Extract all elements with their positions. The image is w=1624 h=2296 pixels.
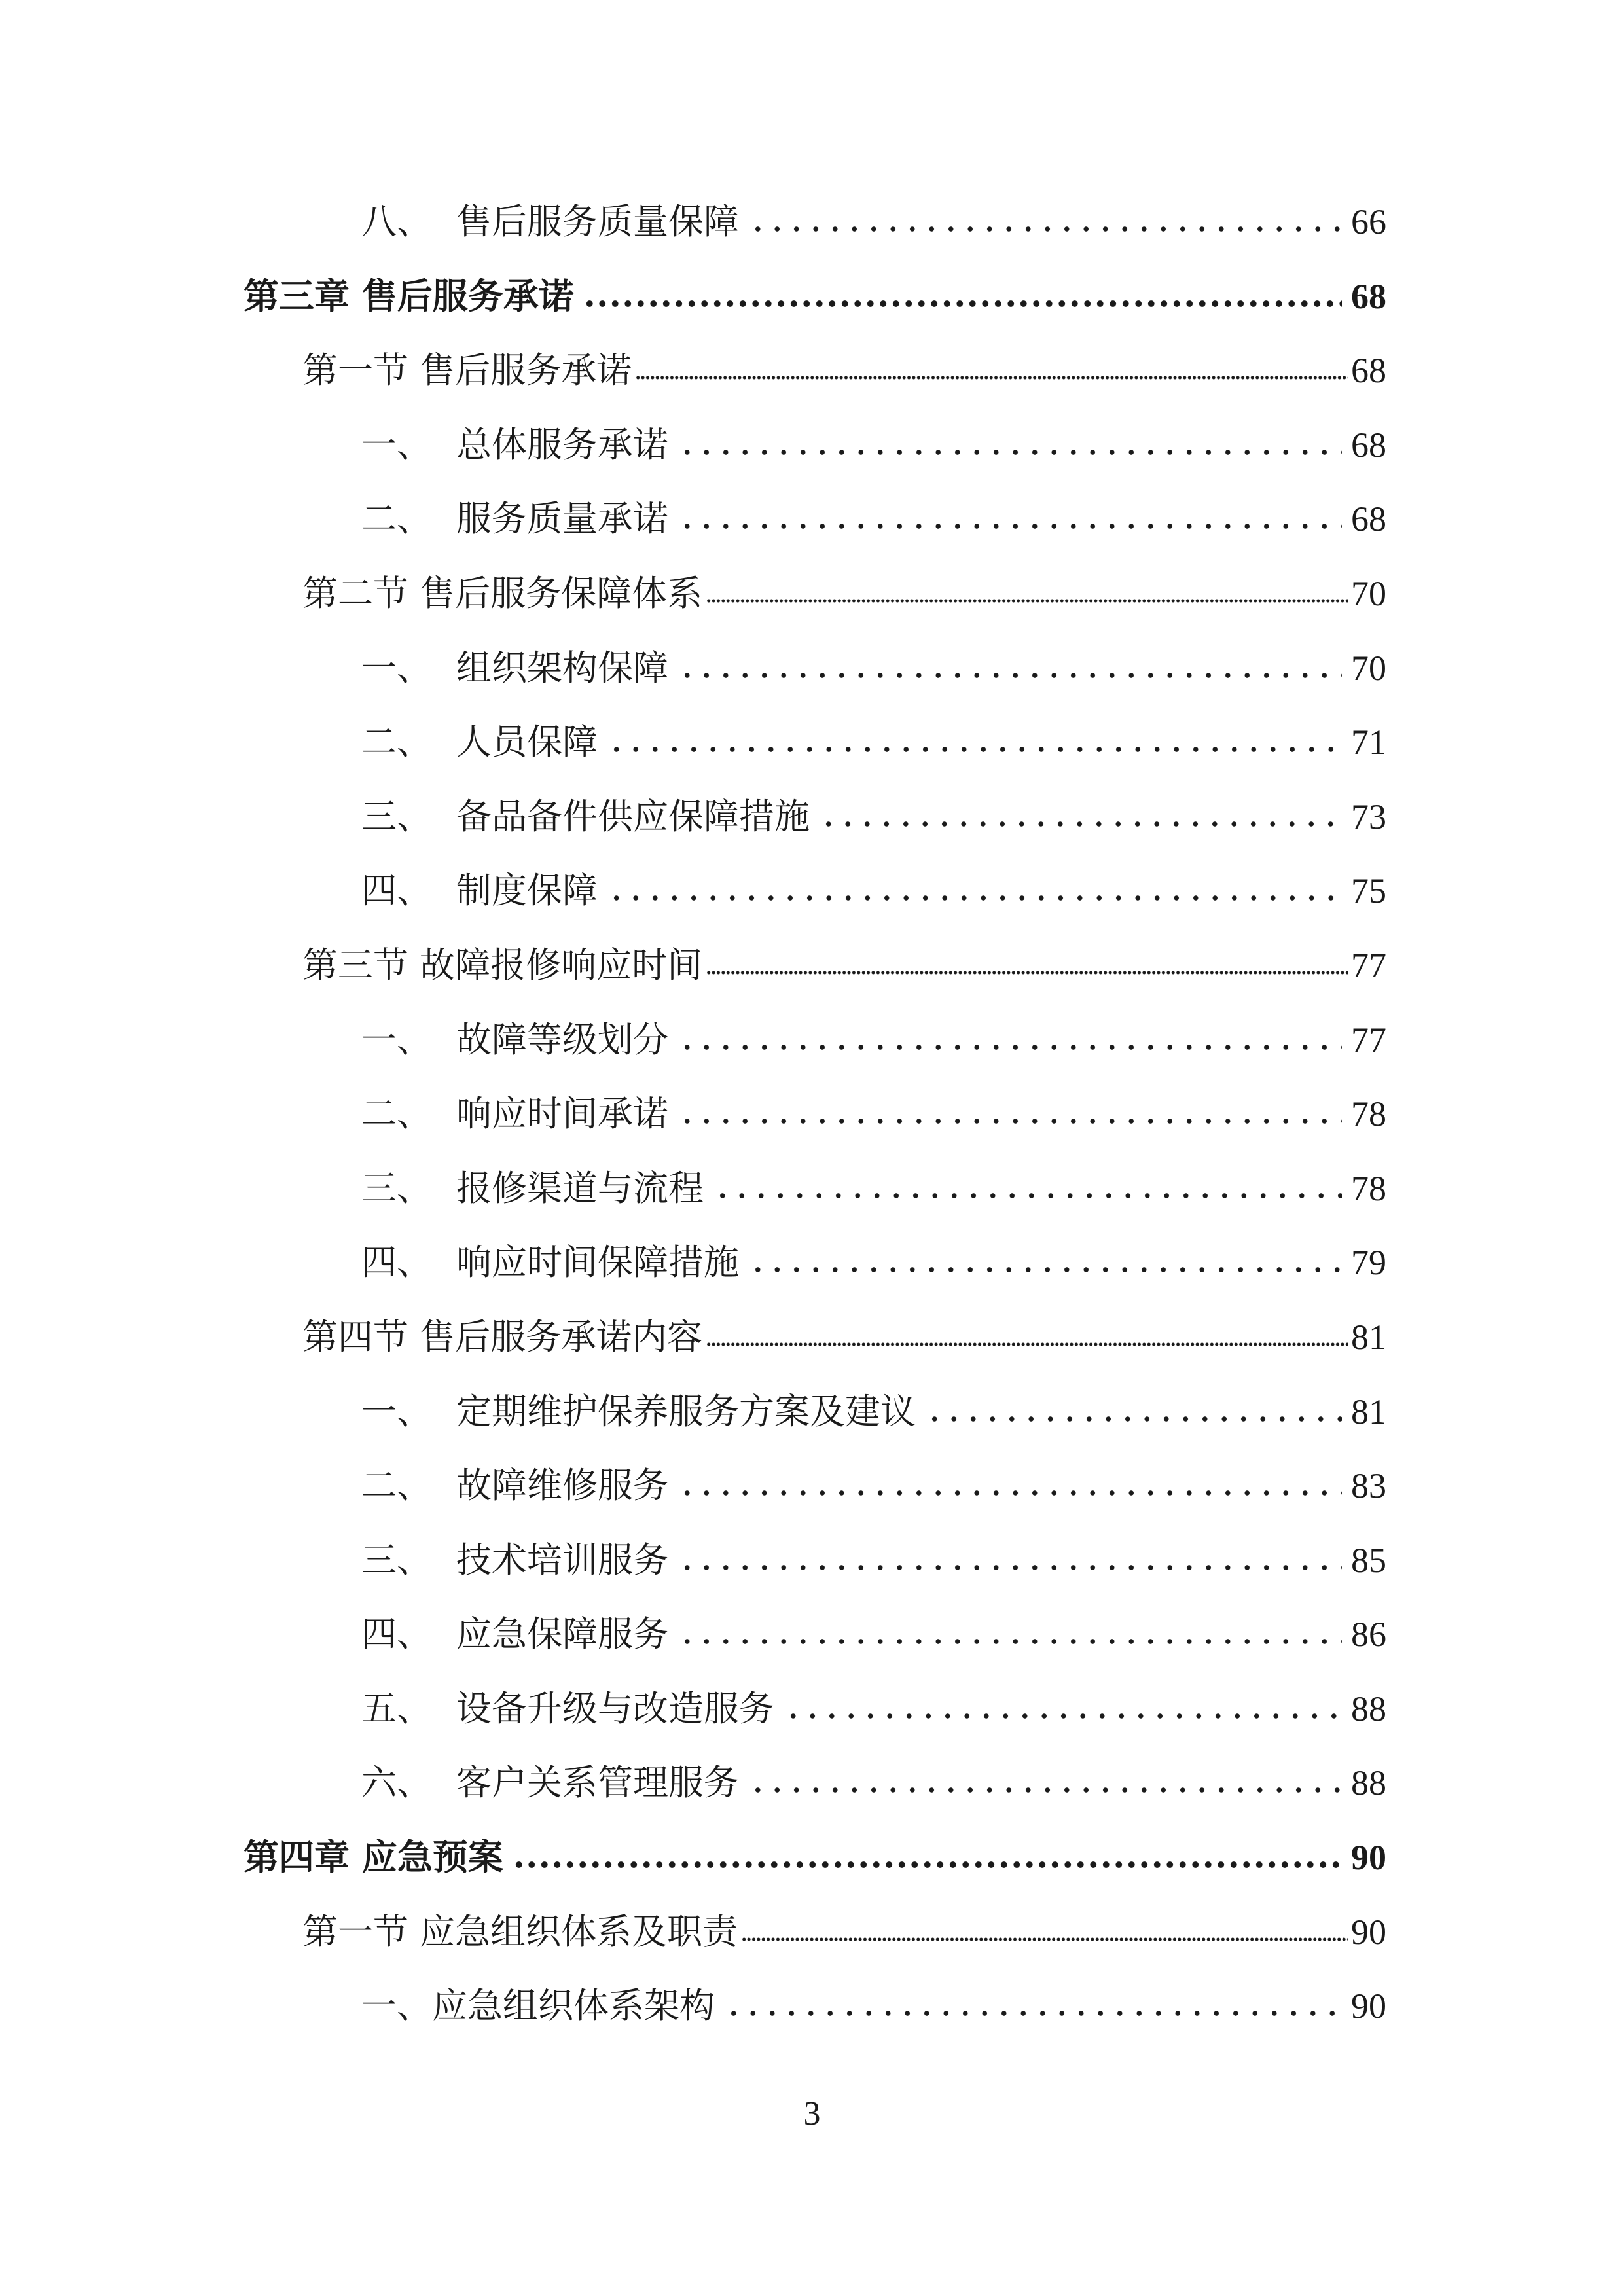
toc-entry-ordinal: 四、 xyxy=(361,1242,432,1283)
toc-entry-item[interactable] xyxy=(244,853,1386,928)
toc-entry-section[interactable] xyxy=(244,1895,1386,1969)
dot-leader xyxy=(677,1043,1342,1052)
toc-entry-page-number: 81 xyxy=(1351,1391,1386,1431)
toc-entry-title: 定期维护保养服务方案及建议 xyxy=(456,1390,916,1432)
toc-entry-item[interactable] xyxy=(244,1672,1386,1746)
dot-leader xyxy=(742,1935,1348,1944)
toc-entry-label xyxy=(302,1895,738,1969)
toc-entry-label xyxy=(361,1523,668,1598)
toc-entry-page-number: 78 xyxy=(1351,1094,1386,1134)
toc-entry-ordinal: 五、 xyxy=(361,1687,432,1729)
toc-entry-item-tight[interactable] xyxy=(244,1969,1386,2043)
toc-entry-page-number: 86 xyxy=(1351,1615,1386,1655)
dot-leader xyxy=(677,671,1342,680)
toc-entry-title: 售后服务质量保障 xyxy=(456,201,739,242)
toc-entry-label xyxy=(302,333,632,408)
toc-entry-page-number: 90 xyxy=(1351,1838,1386,1878)
dot-leader xyxy=(677,448,1342,457)
page-number: 3 xyxy=(803,2095,821,2132)
toc-entry-ordinal: 六、 xyxy=(361,1762,432,1804)
toc-entry-page-number: 88 xyxy=(1351,1689,1386,1729)
toc-entry-item[interactable] xyxy=(244,1151,1386,1226)
toc-entry-label xyxy=(361,482,668,556)
toc-entry-item[interactable] xyxy=(244,482,1386,556)
dot-leader xyxy=(724,2009,1342,2018)
toc-entry-label xyxy=(361,1225,739,1300)
toc-entry-page-number: 83 xyxy=(1351,1466,1386,1506)
toc-entry-title: 第一节 应急组织体系及职责 xyxy=(302,1910,738,1952)
toc-entry-title: 第三节 故障报修响应时间 xyxy=(302,944,703,986)
toc-entry-ordinal: 三、 xyxy=(361,1539,432,1581)
toc-entry-page-number: 70 xyxy=(1351,648,1386,688)
toc-entry-chapter[interactable] xyxy=(244,259,1386,334)
toc-entry-title: 报修渠道与流程 xyxy=(456,1167,704,1209)
toc-entry-label xyxy=(302,928,702,1003)
dot-leader xyxy=(819,819,1342,829)
dot-leader xyxy=(706,1340,1348,1349)
toc-entry-page-number: 78 xyxy=(1351,1168,1386,1208)
toc-entry-label xyxy=(361,631,668,706)
dot-leader xyxy=(706,968,1348,977)
toc-entry-label xyxy=(244,1820,503,1895)
toc-entry-ordinal: 二、 xyxy=(361,498,432,540)
toc-entry-title: 响应时间保障措施 xyxy=(456,1242,739,1283)
toc-entry-label xyxy=(361,1597,668,1672)
toc-entry-ordinal: 一、 xyxy=(361,647,432,689)
toc-entry-label xyxy=(361,1151,704,1226)
toc-entry-title: 组织架构保障 xyxy=(456,647,668,689)
toc-entry-section[interactable] xyxy=(244,556,1386,631)
toc-entry-label xyxy=(361,1077,668,1151)
toc-entry-page-number: 68 xyxy=(1351,276,1386,316)
toc-entry-label xyxy=(302,556,702,631)
toc-entry-title: 第四节 售后服务承诺内容 xyxy=(302,1316,703,1357)
toc-entry-title: 总体服务承诺 xyxy=(456,423,668,465)
toc-entry-item[interactable] xyxy=(244,1374,1386,1449)
toc-entry-label xyxy=(361,705,598,780)
dot-leader xyxy=(748,224,1342,234)
toc-entry-ordinal: 八、 xyxy=(361,201,432,242)
toc-entry-item[interactable] xyxy=(244,631,1386,706)
toc-entry-ordinal: 三、 xyxy=(361,1167,432,1209)
toc-entry-item[interactable] xyxy=(244,1746,1386,1820)
dot-leader xyxy=(636,373,1348,382)
toc-entry-ordinal: 四、 xyxy=(361,870,432,912)
toc-entry-title: 响应时间承诺 xyxy=(456,1093,668,1135)
toc-entry-label xyxy=(361,853,598,928)
toc-entry-item[interactable] xyxy=(244,780,1386,854)
toc-entry-page-number: 77 xyxy=(1351,1020,1386,1060)
dot-leader xyxy=(607,745,1342,754)
toc-entry-label xyxy=(361,408,668,482)
toc-entry-page-number: 75 xyxy=(1351,871,1386,911)
toc-entry-label xyxy=(361,1374,916,1449)
toc-entry-label xyxy=(361,780,810,854)
dot-leader xyxy=(706,596,1348,605)
dot-leader xyxy=(677,1637,1342,1646)
toc-entry-page-number: 68 xyxy=(1351,425,1386,465)
toc-entry-title: 故障等级划分 xyxy=(456,1018,668,1060)
toc-entry-item[interactable] xyxy=(244,1077,1386,1151)
toc-entry-title: 应急组织体系架构 xyxy=(432,1985,715,2027)
dot-leader xyxy=(748,1785,1342,1795)
toc-entry-page-number: 81 xyxy=(1351,1317,1386,1357)
toc-entry-ordinal: 二、 xyxy=(361,1465,432,1507)
toc-entry-page-number: 77 xyxy=(1351,945,1386,985)
toc-entry-label xyxy=(361,185,739,259)
toc-entry-item[interactable] xyxy=(244,1003,1386,1077)
toc-entry-title: 备品备件供应保障措施 xyxy=(456,795,810,837)
toc-entry-page-number: 90 xyxy=(1351,1986,1386,2026)
toc-entry-ordinal: 二、 xyxy=(361,721,432,763)
toc-entry-page-number: 71 xyxy=(1351,723,1386,762)
toc-entry-ordinal: 一、 xyxy=(361,1390,432,1432)
toc-entry-section[interactable] xyxy=(244,1300,1386,1374)
toc-entry-title: 第四章 应急预案 xyxy=(244,1836,503,1878)
dot-leader xyxy=(925,1414,1342,1424)
toc-entry-item[interactable] xyxy=(244,1597,1386,1672)
toc-entry-item[interactable] xyxy=(244,1448,1386,1523)
toc-entry-ordinal: 一、 xyxy=(361,1018,432,1060)
toc-entry-page-number: 68 xyxy=(1351,499,1386,539)
dot-leader xyxy=(677,1117,1342,1126)
toc-entry-item[interactable] xyxy=(244,705,1386,780)
toc-entry-item[interactable] xyxy=(244,185,1386,259)
toc-entry-section[interactable] xyxy=(244,333,1386,408)
dot-leader xyxy=(784,1712,1342,1721)
toc-entry-title: 技术培训服务 xyxy=(456,1539,668,1581)
toc-entry-title: 服务质量承诺 xyxy=(456,498,668,540)
dot-leader xyxy=(713,1191,1342,1200)
toc-entry-title: 应急保障服务 xyxy=(456,1613,668,1655)
toc-entry-label xyxy=(361,1746,739,1820)
toc-entry-page-number: 88 xyxy=(1351,1763,1386,1803)
toc-entry-page-number: 66 xyxy=(1351,202,1386,242)
toc-entry-title: 客户关系管理服务 xyxy=(456,1762,739,1804)
table-of-contents xyxy=(244,185,1386,2043)
toc-entry-title: 第一节 售后服务承诺 xyxy=(302,350,632,391)
toc-entry-page-number: 68 xyxy=(1351,351,1386,391)
dot-leader xyxy=(677,1488,1342,1498)
toc-entry-label xyxy=(361,1448,668,1523)
toc-entry-ordinal: 四、 xyxy=(361,1613,432,1655)
toc-entry-title: 制度保障 xyxy=(456,870,598,912)
toc-entry-item[interactable] xyxy=(244,1523,1386,1598)
toc-entry-item[interactable] xyxy=(244,408,1386,482)
toc-entry-label xyxy=(361,1003,668,1077)
toc-entry-title: 第三章 售后服务承诺 xyxy=(244,274,574,317)
toc-entry-ordinal: 三、 xyxy=(361,795,432,837)
dot-leader xyxy=(748,1265,1342,1274)
toc-entry-label xyxy=(302,1300,702,1374)
toc-entry-page-number: 85 xyxy=(1351,1540,1386,1580)
toc-entry-page-number: 73 xyxy=(1351,797,1386,836)
toc-entry-title: 人员保障 xyxy=(456,721,598,763)
toc-entry-page-number: 90 xyxy=(1351,1912,1386,1952)
toc-entry-label xyxy=(361,1969,715,2043)
toc-entry-title: 第二节 售后服务保障体系 xyxy=(302,572,703,614)
toc-entry-label xyxy=(244,259,574,334)
toc-entry-title: 故障维修服务 xyxy=(456,1465,668,1507)
toc-entry-ordinal: 一、 xyxy=(361,423,432,465)
toc-entry-page-number: 79 xyxy=(1351,1243,1386,1283)
toc-entry-item[interactable] xyxy=(244,1225,1386,1300)
toc-entry-ordinal: 二、 xyxy=(361,1093,432,1135)
toc-entry-title: 设备升级与改造服务 xyxy=(456,1687,774,1729)
dot-leader xyxy=(513,1860,1342,1869)
dot-leader xyxy=(677,522,1342,531)
dot-leader xyxy=(583,299,1342,308)
dot-leader xyxy=(607,893,1342,903)
toc-entry-chapter[interactable] xyxy=(244,1820,1386,1895)
toc-entry-page-number: 70 xyxy=(1351,573,1386,613)
toc-entry-label xyxy=(361,1672,774,1746)
toc-entry-section[interactable] xyxy=(244,928,1386,1003)
dot-leader xyxy=(677,1563,1342,1572)
toc-entry-ordinal: 一、 xyxy=(361,1985,432,2027)
